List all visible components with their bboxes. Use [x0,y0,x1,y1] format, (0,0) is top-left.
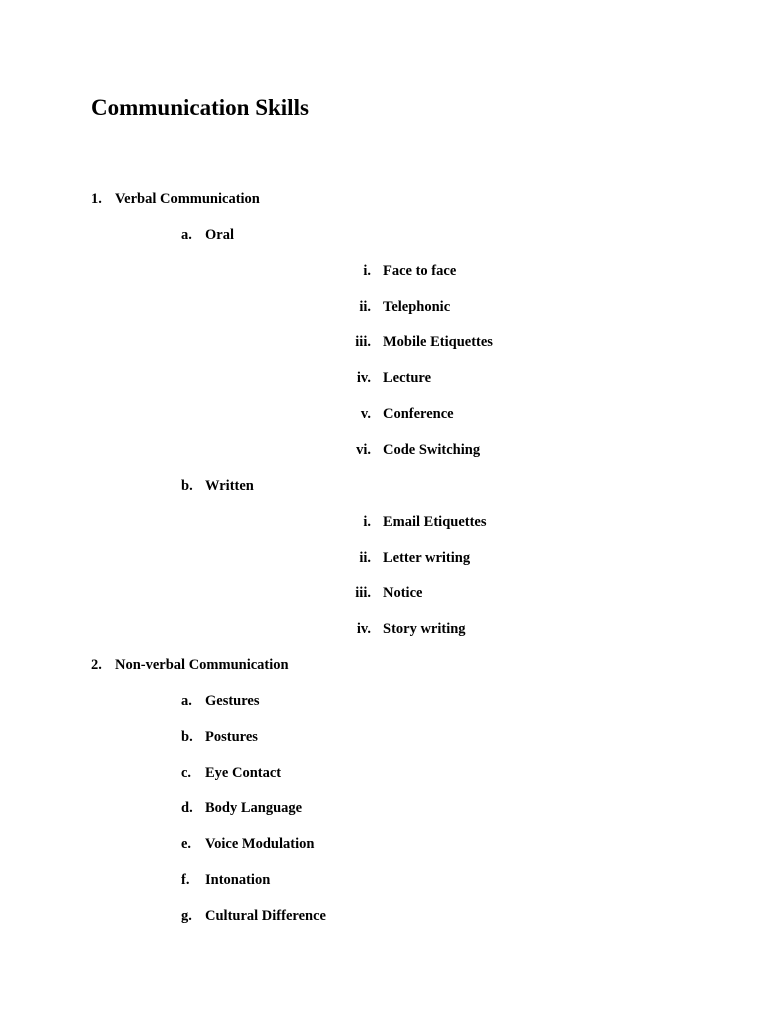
list-item-text: Body Language [205,800,303,816]
list-marker: 1. [91,191,102,207]
list-item-text: Oral [205,227,234,243]
list-item-text: Intonation [205,872,271,888]
list-marker: g. [181,908,192,924]
list-item-text: Cultural Difference [205,908,326,924]
list-marker: e. [181,836,192,852]
list-item-text: Eye Contact [205,765,282,781]
list-item-text: Story writing [383,621,466,637]
list-item-text: Gestures [205,693,260,709]
list-marker: 2. [91,657,102,673]
list-marker: v. [360,406,371,422]
list-item-text: Voice Modulation [205,836,315,852]
list-item-text: Letter writing [383,550,471,566]
list-item-text: Face to face [383,263,457,279]
list-marker: ii. [359,550,371,566]
list-item-text: Postures [205,729,258,745]
list-item-text: Mobile Etiquettes [383,334,493,350]
list-marker: b. [181,478,193,494]
list-marker: i. [363,514,371,530]
list-marker: iii. [355,585,371,601]
list-marker: f. [181,872,190,888]
list-marker: a. [181,693,192,709]
list-item-text: Email Etiquettes [383,514,487,530]
list-marker: b. [181,729,193,745]
list-item-text: Written [205,478,254,494]
list-marker: d. [181,800,193,816]
list-marker: i. [363,263,371,279]
list-item-text: Verbal Communication [115,191,260,207]
document-title: Communication Skills [91,95,309,120]
list-item-text: Code Switching [383,442,481,458]
list-marker: iv. [356,621,371,637]
list-marker: ii. [359,299,371,315]
list-marker: vi. [356,442,371,458]
list-marker: iii. [355,334,371,350]
list-item-text: Lecture [383,370,432,386]
list-marker: a. [181,227,192,243]
list-item-text: Non-verbal Communication [115,657,289,673]
list-item-text: Conference [383,406,454,422]
list-marker: c. [181,765,192,781]
list-item-text: Notice [383,585,423,601]
list-item-text: Telephonic [383,299,451,315]
list-marker: iv. [356,370,371,386]
